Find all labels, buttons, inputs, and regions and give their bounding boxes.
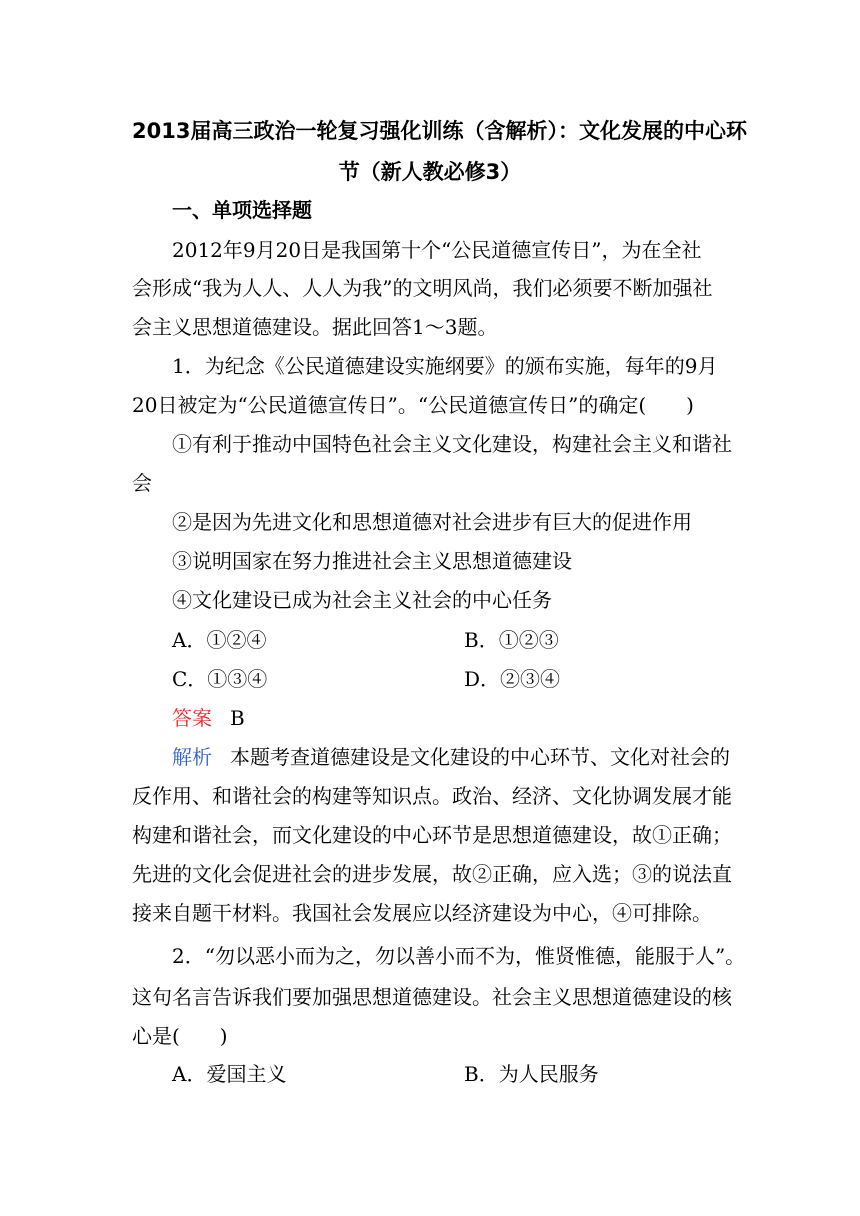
- q1-statement-4: ④文化建设已成为社会主义社会的中心任务: [172, 588, 552, 612]
- intro-line-1: 2012年9月20日是我国第十个“公民道德宣传日”，为在全社: [172, 238, 702, 262]
- answer-label: 答案: [172, 706, 212, 730]
- q1-option-a: A．①②④: [172, 628, 267, 652]
- q2-option-b: B．为人民服务: [464, 1062, 599, 1086]
- q1-answer: [172, 704, 245, 732]
- q1-analysis-line-1: [172, 743, 730, 771]
- q1-analysis-line-2: 反作用、和谐社会的构建等知识点。政治、经济、文化协调发展才能: [132, 784, 732, 808]
- q1-stem-line-1: 1．为纪念《公民道德建设实施纲要》的颁布实施，每年的9月: [172, 354, 718, 378]
- q2-option-a: A．爱国主义: [172, 1062, 287, 1086]
- q1-statement-3: ③说明国家在努力推进社会主义思想道德建设: [172, 549, 572, 573]
- q1-statement-2: ②是因为先进文化和思想道德对社会进步有巨大的促进作用: [172, 510, 692, 534]
- q1-option-d: D．②③④: [464, 667, 561, 691]
- q2-stem-line-3: 心是( ): [132, 1024, 228, 1048]
- q1-statement-1-line-2: 会: [132, 471, 152, 495]
- q2-stem-line-1: 2．“勿以恶小而为之，勿以善小而不为，惟贤惟德，能服于人”。: [172, 944, 746, 968]
- q1-stem-line-2: 20日被定为“公民道德宣传日”。“公民道德宣传日”的确定( ): [132, 393, 694, 417]
- q1-analysis-line-4: 先进的文化会促进社会的进步发展，故②正确，应入选；③的说法直: [132, 862, 732, 886]
- analysis-text-1: 本题考查道德建设是文化建设的中心环节、文化对社会的: [230, 745, 730, 769]
- q2-stem-line-2: 这句名言告诉我们要加强思想道德建设。社会主义思想道德建设的核: [132, 985, 732, 1009]
- document-title-line-2: 节（新人教必修3）: [338, 160, 522, 184]
- analysis-label: 解析: [172, 745, 212, 769]
- q1-option-c: C．①③④: [172, 667, 268, 691]
- q1-analysis-line-5: 接来自题干材料。我国社会发展应以经济建设为中心，④可排除。: [132, 901, 712, 925]
- q1-option-b: B．①②③: [464, 628, 559, 652]
- intro-line-3: 会主义思想道德建设。据此回答1～3题。: [132, 315, 498, 339]
- answer-value: B: [230, 706, 245, 730]
- q1-analysis-line-3: 构建和谐社会，而文化建设的中心环节是思想道德建设，故①正确；: [132, 823, 732, 847]
- intro-line-2: 会形成“我为人人、人人为我”的文明风尚，我们必须要不断加强社: [132, 276, 713, 300]
- section-heading: 一、单项选择题: [172, 198, 312, 222]
- document-title-line-1: 2013届高三政治一轮复习强化训练（含解析）：文化发展的中心环: [132, 119, 747, 143]
- q1-statement-1-line-1: ①有利于推动中国特色社会主义文化建设，构建社会主义和谐社: [172, 432, 732, 456]
